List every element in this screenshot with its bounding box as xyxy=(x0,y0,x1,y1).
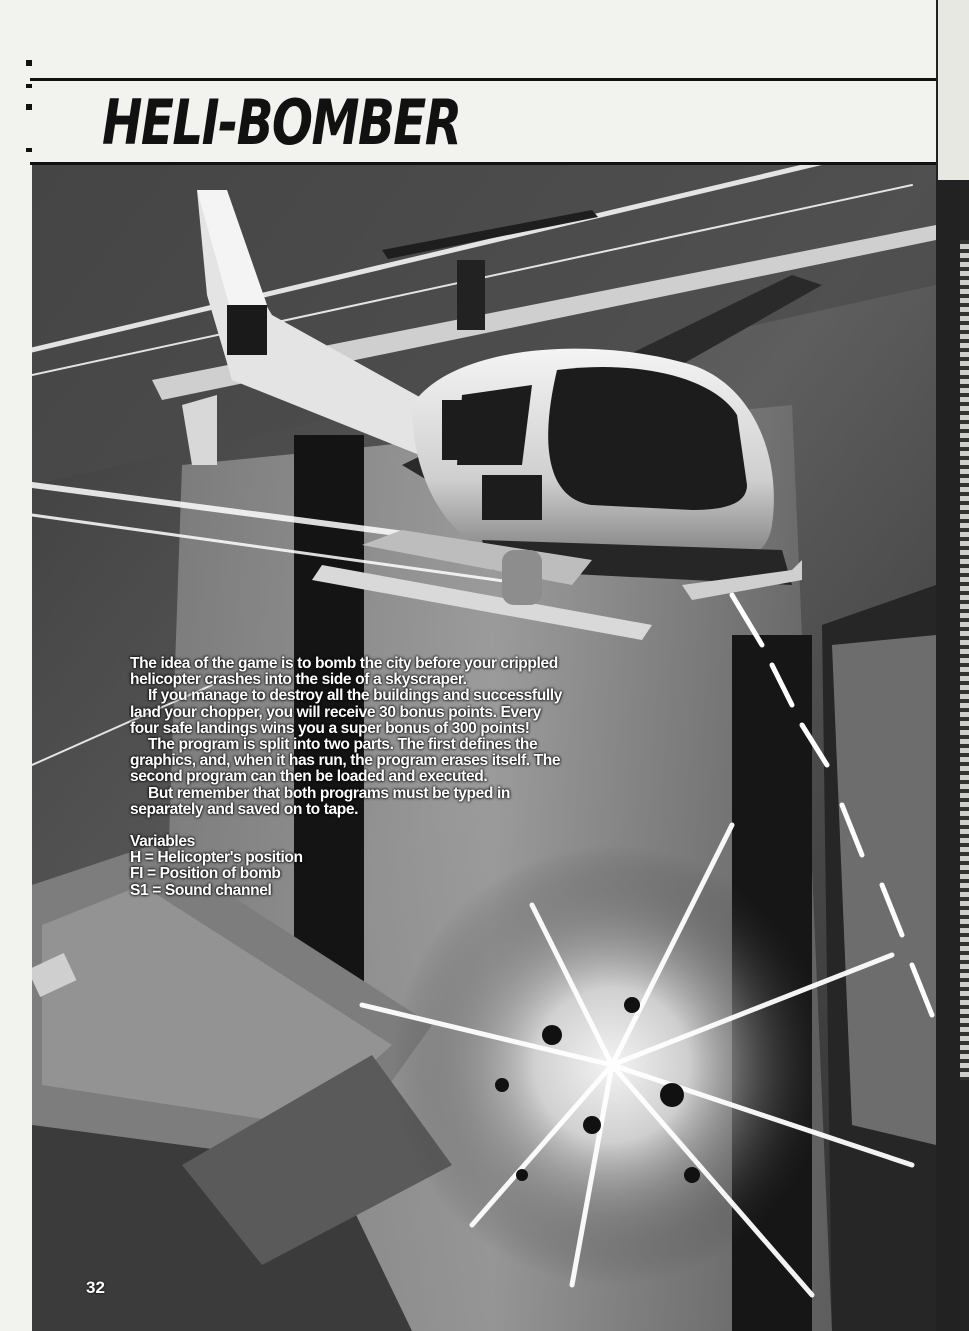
intro-paragraph-2: If you manage to destroy all the buildings and successfully land your chopper, you will receive 30 bonus points. Every four safe landings wins you a super bonus of 300 points! xyxy=(130,687,562,737)
page-title: HELI-BOMBER xyxy=(102,86,461,159)
adjacent-page-edge xyxy=(936,0,969,1331)
header-rule-top xyxy=(30,78,942,81)
intro-paragraph-1: The idea of the game is to bomb the city before your crippled helicopter crashes into the side of a skyscraper. xyxy=(130,655,558,689)
intro-paragraph-3: The program is split into two parts. The first defines the graphics, and, when it has run, the program erases itself. The second program can then be loaded and executed. xyxy=(130,736,561,786)
intro-paragraph-4: But remember that both programs must be typed in separately and saved on to tape. xyxy=(130,784,511,818)
article-body xyxy=(130,656,570,899)
variable-item: S1 = Sound channel xyxy=(130,881,272,899)
variables-list xyxy=(130,834,570,899)
variable-item: FI = Position of bomb xyxy=(130,865,281,883)
page-number: 32 xyxy=(86,1278,105,1297)
variables-heading: Variables xyxy=(130,833,195,851)
variable-item: H = Helicopter's position xyxy=(130,849,303,867)
binding-marks xyxy=(0,0,34,1331)
